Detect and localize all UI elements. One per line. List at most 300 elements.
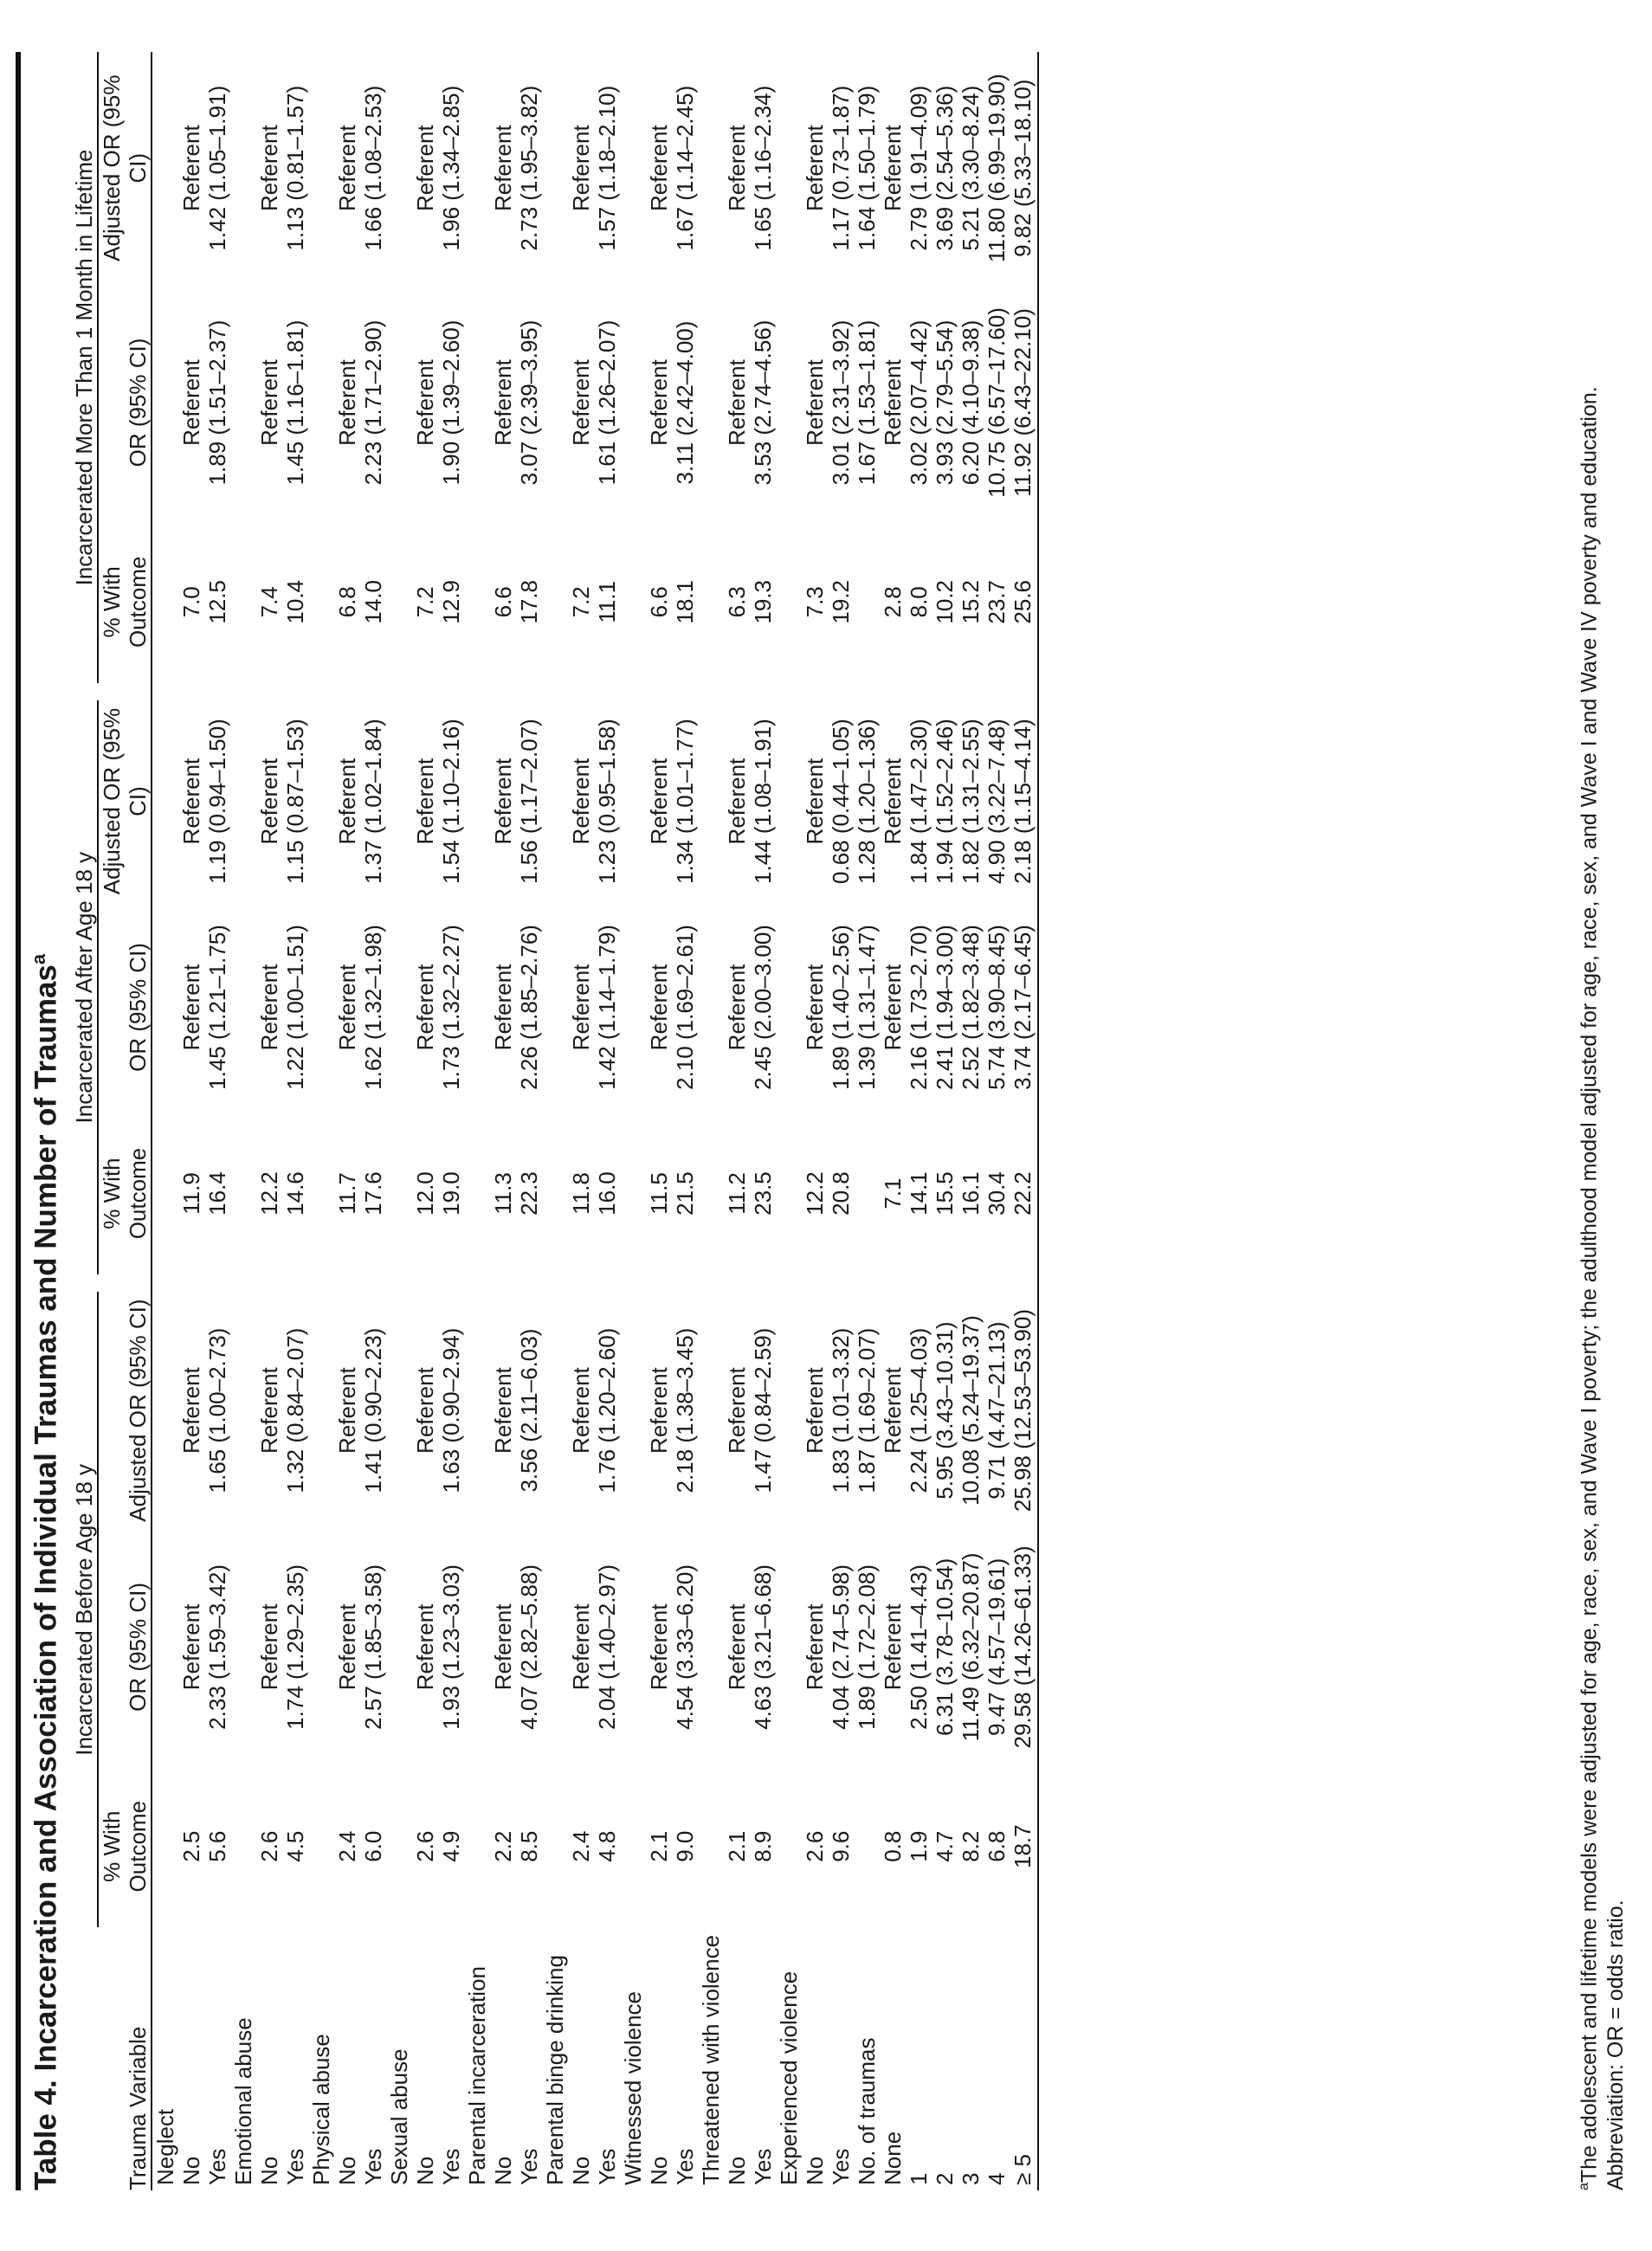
table-cell: 6.3 xyxy=(724,586,750,618)
column-gap xyxy=(308,1274,334,1292)
column-gap xyxy=(568,683,594,700)
table-cell: 2.33 (1.59–3.42) xyxy=(204,1564,230,1730)
table-row xyxy=(360,52,386,2190)
table-cell: Referent xyxy=(880,964,906,1051)
table-cell: 9.71 (4.47–21.13) xyxy=(984,1321,1010,1500)
table-cell xyxy=(698,902,724,1113)
table-cell xyxy=(464,1765,490,1927)
column-gap xyxy=(386,1274,412,1292)
column-gap xyxy=(594,1274,620,1292)
table-row xyxy=(958,52,984,2190)
table-cell: 14.0 xyxy=(360,579,386,624)
table-cell xyxy=(776,1113,802,1274)
table-cell: 1.89 (1.51–2.37) xyxy=(204,319,230,486)
table-cell xyxy=(464,902,490,1113)
table-cell xyxy=(542,1529,568,1765)
table-cell xyxy=(542,1292,568,1528)
column-gap xyxy=(334,1274,360,1292)
column-gap xyxy=(880,1274,906,1292)
table-cell xyxy=(776,284,802,520)
table-cell: 1.89 (1.40–2.56) xyxy=(828,925,854,1090)
table-cell xyxy=(152,52,178,284)
table-cell: Referent xyxy=(334,964,360,1051)
table-cell: 3.01 (2.31–3.92) xyxy=(828,319,854,486)
row-label: Experienced violence xyxy=(776,1970,802,2185)
table-row xyxy=(646,52,672,2190)
row-label: No xyxy=(568,2156,594,2185)
column-gap xyxy=(646,683,672,700)
table-cell: 4.54 (3.33–6.20) xyxy=(672,1564,698,1730)
column-gap xyxy=(152,1274,178,1292)
table-cell: 2.16 (1.73–2.70) xyxy=(906,925,932,1090)
table-cell: 3.11 (2.42–4.00) xyxy=(672,320,698,485)
table-cell: Referent xyxy=(802,125,828,212)
group-header-row xyxy=(71,52,98,2190)
table-row xyxy=(984,52,1010,2190)
column-header-row xyxy=(98,52,152,2190)
table-cell: Referent xyxy=(802,964,828,1051)
column-gap xyxy=(594,683,620,700)
table-cell: 1.64 (1.50–1.79) xyxy=(854,85,880,251)
table-cell: Referent xyxy=(646,1367,672,1454)
table-cell xyxy=(308,52,334,284)
table-cell: 1.47 (0.84–2.59) xyxy=(750,1327,776,1493)
table-cell xyxy=(152,521,178,683)
table-row xyxy=(672,52,698,2190)
table-cell: 2.6 xyxy=(412,1830,438,1862)
table-cell: 11.49 (6.32–20.87) xyxy=(958,1552,984,1742)
column-gap xyxy=(620,683,646,700)
table-cell: Referent xyxy=(568,125,594,212)
table-cell: 18.7 xyxy=(1010,1765,1038,1927)
table-cell: Referent xyxy=(646,758,672,845)
rotated-table-page xyxy=(12,26,1640,2225)
table-cell: 1.54 (1.10–2.16) xyxy=(438,719,464,884)
row-label: Yes xyxy=(750,2148,776,2185)
table-cell xyxy=(464,1292,490,1528)
table-cell: 30.4 xyxy=(984,1171,1010,1216)
table-cell: 3.07 (2.39–3.95) xyxy=(516,319,542,486)
table-cell: 11.1 xyxy=(594,580,620,623)
table-cell: Referent xyxy=(334,1367,360,1454)
table-cell xyxy=(308,1113,334,1274)
column-gap xyxy=(1010,1274,1038,1292)
row-label: Yes xyxy=(516,2148,542,2185)
table-cell: 19.3 xyxy=(750,579,776,624)
row-label: No xyxy=(256,2156,282,2185)
column-gap xyxy=(464,1274,490,1292)
row-label: Yes xyxy=(204,2148,230,2185)
table-cell: 1.42 (1.14–1.79) xyxy=(594,925,620,1090)
table-cell xyxy=(152,1113,178,1274)
table-cell: 14.6 xyxy=(282,1171,308,1216)
table-cell: 1.57 (1.18–2.10) xyxy=(594,85,620,251)
section-row xyxy=(698,52,724,2190)
column-gap xyxy=(958,683,984,700)
table-cell: 1.32 (0.84–2.07) xyxy=(282,1327,308,1493)
table-cell xyxy=(698,1765,724,1927)
column-gap xyxy=(672,1274,698,1292)
table-cell xyxy=(776,1292,802,1528)
table-cell: 1.76 (1.20–2.60) xyxy=(594,1327,620,1493)
table-cell: Referent xyxy=(334,359,360,446)
table-cell: 1.15 (0.87–1.53) xyxy=(282,719,308,884)
table-cell: Referent xyxy=(568,1367,594,1454)
section-row xyxy=(854,52,880,2190)
table-cell: 1.22 (1.00–1.51) xyxy=(282,925,308,1090)
row-label: No xyxy=(802,2156,828,2185)
section-row xyxy=(308,52,334,2190)
table-cell: Referent xyxy=(880,359,906,446)
table-cell xyxy=(854,1765,880,1927)
row-label: Threatened with violence xyxy=(698,1934,724,2185)
table-cell: Referent xyxy=(412,1603,438,1691)
table-cell xyxy=(308,1292,334,1528)
table-cell: Referent xyxy=(334,1603,360,1691)
table-cell: Referent xyxy=(724,1603,750,1691)
col-header-adj-or: Adjusted OR (95% CI) xyxy=(98,700,152,902)
table-cell xyxy=(620,52,646,284)
table-cell: 2.1 xyxy=(646,1830,672,1862)
table-cell xyxy=(698,1113,724,1274)
table-cell: 2.1 xyxy=(724,1830,750,1862)
table-cell xyxy=(620,521,646,683)
column-gap xyxy=(516,1274,542,1292)
column-gap xyxy=(490,683,516,700)
table-cell: 1.9 xyxy=(906,1830,932,1862)
table-cell: 1.83 (1.01–3.32) xyxy=(828,1327,854,1493)
table-cell: 7.2 xyxy=(568,586,594,618)
table-cell xyxy=(542,1113,568,1274)
row-label: Physical abuse xyxy=(308,2034,334,2185)
footnote-marker: a xyxy=(1577,2183,1591,2190)
table-cell: 9.47 (4.57–19.61) xyxy=(984,1558,1010,1737)
table-row xyxy=(204,52,230,2190)
table-cell xyxy=(230,1529,256,1765)
table-cell: 11.80 (6.99–19.90) xyxy=(984,74,1010,263)
table-cell xyxy=(620,1292,646,1528)
table-cell: 1.37 (1.02–1.84) xyxy=(360,719,386,884)
table-cell: 1.65 (1.00–2.73) xyxy=(204,1327,230,1493)
column-gap xyxy=(204,683,230,700)
table-cell xyxy=(308,521,334,683)
column-gap xyxy=(984,1274,1010,1292)
table-cell: 16.1 xyxy=(958,1171,984,1216)
table-cell: 1.41 (0.90–2.23) xyxy=(360,1327,386,1493)
table-cell: 7.1 xyxy=(880,1177,906,1209)
table-cell: 1.61 (1.26–2.07) xyxy=(594,319,620,486)
table-cell: 16.4 xyxy=(204,1171,230,1216)
table-cell: 11.2 xyxy=(724,1172,750,1215)
table-cell: 23.5 xyxy=(750,1171,776,1216)
table-cell: 11.92 (6.43–22.10) xyxy=(1010,284,1038,520)
table-row xyxy=(516,52,542,2190)
table-cell: Referent xyxy=(646,125,672,212)
table-cell xyxy=(152,700,178,902)
table-row xyxy=(282,52,308,2190)
table-cell: Referent xyxy=(490,125,516,212)
table-cell: 10.08 (5.24–19.37) xyxy=(958,1315,984,1506)
table-cell: 1.87 (1.69–2.07) xyxy=(854,1327,880,1493)
table-cell: 11.8 xyxy=(568,1172,594,1215)
table-cell: 12.9 xyxy=(438,579,464,624)
table-cell: 8.2 xyxy=(958,1830,984,1862)
table-cell: Referent xyxy=(880,1367,906,1454)
table-cell: Referent xyxy=(568,359,594,446)
table-cell: Referent xyxy=(178,1603,204,1691)
table-cell: Referent xyxy=(646,359,672,446)
table-cell xyxy=(230,52,256,284)
table-cell xyxy=(620,284,646,520)
column-gap xyxy=(178,1274,204,1292)
column-gap xyxy=(932,683,958,700)
table-cell xyxy=(386,52,412,284)
column-gap xyxy=(750,1274,776,1292)
table-cell xyxy=(620,902,646,1113)
table-cell: 1.73 (1.32–2.27) xyxy=(438,925,464,1090)
table-cell xyxy=(464,521,490,683)
table-cell: 19.0 xyxy=(438,1171,464,1216)
table-cell: Referent xyxy=(724,125,750,212)
table-cell xyxy=(854,521,880,683)
table-cell: 11.9 xyxy=(178,1172,204,1215)
column-gap xyxy=(282,1274,308,1292)
table-cell: 2.10 (1.69–2.61) xyxy=(672,925,698,1090)
column-gap xyxy=(412,683,438,700)
table-cell: 2.18 (1.15–4.14) xyxy=(1010,700,1038,902)
row-label: No. of traumas xyxy=(854,2037,880,2185)
table-cell: Referent xyxy=(412,125,438,212)
table-cell: 3.69 (2.54–5.36) xyxy=(932,85,958,251)
table-cell xyxy=(230,284,256,520)
table-cell: 4.07 (2.82–5.88) xyxy=(516,1564,542,1730)
row-label: 1 xyxy=(906,2172,932,2185)
section-row xyxy=(542,52,568,2190)
table-cell xyxy=(854,1113,880,1274)
column-gap xyxy=(698,1274,724,1292)
table-cell: 20.8 xyxy=(828,1171,854,1216)
section-row xyxy=(386,52,412,2190)
table-cell xyxy=(542,284,568,520)
row-label: 2 xyxy=(932,2172,958,2185)
table-cell xyxy=(386,1113,412,1274)
col-header-pct: % With Outcome xyxy=(98,521,152,683)
column-gap xyxy=(906,1274,932,1292)
table-cell: Referent xyxy=(490,758,516,845)
table-cell: Referent xyxy=(646,964,672,1051)
table-cell xyxy=(308,1529,334,1765)
table-cell: 3.53 (2.74–4.56) xyxy=(750,319,776,486)
column-gap xyxy=(256,1274,282,1292)
table-cell: Referent xyxy=(256,758,282,845)
row-label: No xyxy=(490,2156,516,2185)
row-label: Yes xyxy=(438,2148,464,2185)
table-cell xyxy=(230,902,256,1113)
table-cell: 6.31 (3.78–10.54) xyxy=(932,1558,958,1737)
table-cell: 2.73 (1.95–3.82) xyxy=(516,85,542,251)
column-gap xyxy=(386,683,412,700)
table-cell: 2.52 (1.82–3.48) xyxy=(958,925,984,1090)
table-cell: 7.4 xyxy=(256,586,282,618)
table-cell: 9.82 (5.33–18.10) xyxy=(1010,52,1038,284)
column-gap xyxy=(334,683,360,700)
table-cell: Referent xyxy=(256,964,282,1051)
table-cell: 1.45 (1.16–1.81) xyxy=(282,319,308,486)
column-gap xyxy=(542,1274,568,1292)
column-gap xyxy=(724,683,750,700)
column-gap xyxy=(854,1274,880,1292)
col-header-adj-or: Adjusted OR (95% CI) xyxy=(98,1292,152,1528)
table-cell: 2.4 xyxy=(568,1830,594,1862)
table-cell: 10.75 (6.57–17.60) xyxy=(984,307,1010,498)
column-gap xyxy=(230,1274,256,1292)
table-cell: 4.90 (3.22–7.48) xyxy=(984,719,1010,884)
column-gap xyxy=(672,683,698,700)
table-cell: 4.9 xyxy=(438,1830,464,1862)
table-cell: 0.68 (0.44–1.05) xyxy=(828,719,854,884)
table-title: Table 4. Incarceration and Association of Individual Traumas and Number of Traumas$^a$ xyxy=(28,953,63,2190)
column-gap xyxy=(828,1274,854,1292)
table-cell: 2.8 xyxy=(880,586,906,618)
column-gap xyxy=(360,683,386,700)
table-cell: 8.5 xyxy=(516,1830,542,1862)
column-gap xyxy=(880,683,906,700)
row-label: No xyxy=(178,2156,204,2185)
table-cell: Referent xyxy=(178,1367,204,1454)
table-row xyxy=(750,52,776,2190)
table-cell: 10.2 xyxy=(932,579,958,624)
table-cell: Referent xyxy=(568,1603,594,1691)
table-cell: Referent xyxy=(412,758,438,845)
column-gap xyxy=(516,683,542,700)
table-row xyxy=(802,52,828,2190)
row-label: Parental binge drinking xyxy=(542,1955,568,2185)
table-cell xyxy=(620,700,646,902)
table-cell: Referent xyxy=(802,359,828,446)
table-cell: Referent xyxy=(178,964,204,1051)
table-cell: 18.1 xyxy=(672,579,698,624)
table-cell xyxy=(698,521,724,683)
table-cell: 23.7 xyxy=(984,579,1010,624)
group-header-after-18: Incarcerated After Age 18 y xyxy=(71,700,98,1274)
table-cell xyxy=(698,1529,724,1765)
table-row xyxy=(932,52,958,2190)
column-gap xyxy=(932,1274,958,1292)
table-cell: Referent xyxy=(646,1603,672,1691)
footnote: $^a$The adolescent and lifetime models were adjusted for age, race, sex, and Wave I poverty; the adulthood model adjusted for age, race, sex, and Wave I and Wave IV poverty and education. xyxy=(1577,386,1602,2190)
table-cell: 6.0 xyxy=(360,1830,386,1862)
column-gap xyxy=(984,683,1010,700)
table-cell: 6.8 xyxy=(984,1830,1010,1862)
table-cell: 2.26 (1.85–2.76) xyxy=(516,925,542,1090)
table-cell xyxy=(308,284,334,520)
table-cell xyxy=(776,1529,802,1765)
table-row xyxy=(594,52,620,2190)
row-label: 3 xyxy=(958,2172,984,2185)
table-cell: 7.3 xyxy=(802,586,828,618)
column-gap xyxy=(438,683,464,700)
table-cell xyxy=(542,700,568,902)
table-cell: 3.02 (2.07–4.42) xyxy=(906,319,932,486)
row-label: Yes xyxy=(282,2148,308,2185)
table-cell xyxy=(230,700,256,902)
group-header-lifetime: Incarcerated More Than 1 Month in Lifetime xyxy=(71,52,98,683)
table-cell: 2.2 xyxy=(490,1830,516,1862)
table-cell: 1.93 (1.23–3.03) xyxy=(438,1564,464,1730)
table-cell: Referent xyxy=(724,1367,750,1454)
title-footnote-marker: a xyxy=(28,953,49,965)
table-cell: 15.2 xyxy=(958,579,984,624)
column-gap xyxy=(776,1274,802,1292)
table-cell xyxy=(308,700,334,902)
table-cell: 1.45 (1.21–1.75) xyxy=(204,925,230,1090)
section-row xyxy=(464,52,490,2190)
table-cell: 1.19 (0.94–1.50) xyxy=(204,719,230,884)
table-cell: 5.74 (3.90–8.45) xyxy=(984,925,1010,1090)
table-cell: 16.0 xyxy=(594,1171,620,1216)
row-label: ≥ 5 xyxy=(1010,1927,1038,2190)
table-cell: 1.56 (1.17–2.07) xyxy=(516,719,542,884)
column-gap xyxy=(178,683,204,700)
table-cell: 21.5 xyxy=(672,1171,698,1216)
table-cell: Referent xyxy=(724,758,750,845)
table-cell: 9.0 xyxy=(672,1830,698,1862)
column-gap xyxy=(464,683,490,700)
table-cell: 1.63 (0.90–2.94) xyxy=(438,1327,464,1493)
table-cell: 17.8 xyxy=(516,579,542,624)
table-cell xyxy=(776,52,802,284)
table-cell xyxy=(464,1529,490,1765)
column-gap xyxy=(282,683,308,700)
table-cell: Referent xyxy=(568,964,594,1051)
table-cell: 5.95 (3.43–10.31) xyxy=(932,1321,958,1500)
table-row xyxy=(490,52,516,2190)
row-label: Yes xyxy=(360,2148,386,2185)
col-header-pct: % With Outcome xyxy=(98,1113,152,1274)
column-gap xyxy=(1010,683,1038,700)
column-gap xyxy=(828,683,854,700)
table-cell xyxy=(698,1292,724,1528)
table-cell: 8.0 xyxy=(906,586,932,618)
table-cell xyxy=(776,700,802,902)
table-cell: 4.7 xyxy=(932,1830,958,1862)
table-row xyxy=(438,52,464,2190)
table-cell: 12.0 xyxy=(412,1171,438,1216)
table-cell: 2.79 (1.91–4.09) xyxy=(906,85,932,251)
table-cell: 11.3 xyxy=(490,1172,516,1215)
abbreviation-note: Abbreviation: OR = odds ratio. xyxy=(1604,1899,1629,2190)
table-cell xyxy=(308,1765,334,1927)
table-cell xyxy=(776,1765,802,1927)
table-cell: Referent xyxy=(490,964,516,1051)
table-cell: Referent xyxy=(880,1603,906,1691)
table-cell: Referent xyxy=(334,758,360,845)
table-row xyxy=(880,52,906,2190)
col-header-adj-or: Adjusted OR (95% CI) xyxy=(98,52,152,284)
table-cell: 6.20 (4.10–9.38) xyxy=(958,319,984,486)
table-cell: 1.44 (1.08–1.91) xyxy=(750,719,776,884)
table-cell: 9.6 xyxy=(828,1830,854,1862)
table-cell: 12.2 xyxy=(802,1171,828,1216)
row-label: No xyxy=(646,2156,672,2185)
row-label: No xyxy=(724,2156,750,2185)
table-cell xyxy=(386,902,412,1113)
table-cell: 6.6 xyxy=(490,586,516,618)
column-gap xyxy=(542,683,568,700)
row-label: Yes xyxy=(828,2148,854,2185)
table-cell: 1.90 (1.39–2.60) xyxy=(438,319,464,486)
table-cell xyxy=(620,1113,646,1274)
